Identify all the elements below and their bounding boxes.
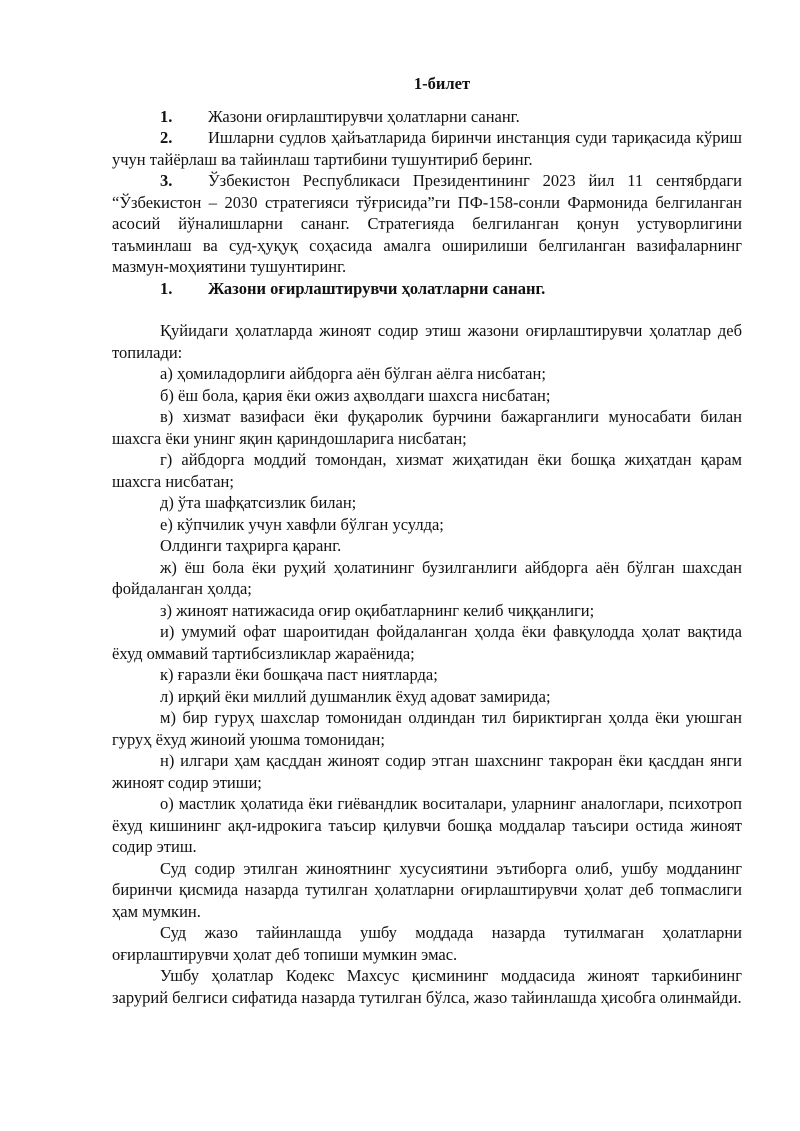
list-item: к) ғаразли ёки бошқача паст ниятларда;	[160, 665, 438, 684]
intro-paragraph: Қуйидаги ҳолатларда жиноят содир этиш жазони оғирлаштирувчи ҳолатлар деб топилади:	[112, 321, 742, 362]
list-item: н) илгари ҳам қасддан жиноят содир этган шахснинг такроран ёки қасддан янги жиноят содир этиши;	[112, 751, 742, 792]
closing-paragraph: Ушбу ҳолатлар Кодекс Махсус қисмининг моддасида жиноят таркибининг зарурий белгиси сифатида назарда тутилган бўлса, жазо тайинлашда ҳисобга олинмайди.	[112, 966, 742, 1007]
answer-heading	[112, 278, 742, 300]
document-page	[112, 73, 742, 1008]
question-number: 1.	[160, 106, 173, 126]
question-number: 2.	[160, 128, 173, 147]
closing-paragraph: Суд жазо тайинлашда ушбу моддада назарда тутилмаган ҳолатларни оғирлаштирувчи ҳолат деб топиши мумкин эмас.	[112, 923, 742, 964]
list-item: г) айбдорга моддий томондан, хизмат жиҳатидан ёки бошқа жиҳатдан қарам шахсга нисбатан;	[112, 450, 742, 491]
answer-heading-number: 1.	[160, 278, 173, 298]
question-2	[112, 127, 742, 170]
question-number: 3.	[160, 171, 173, 190]
list-item: е) кўпчилик учун хавфли бўлган усулда;	[160, 514, 444, 534]
list-item: в) хизмат вазифаси ёки фуқаролик бурчини бажарганлиги муносабати билан шахсга ёки унинг яқин қариндошларига нисбатан;	[112, 407, 742, 448]
question-1	[112, 106, 742, 128]
list-item: ж) ёш бола ёки руҳий ҳолатининг бузилганлиги айбдорга аён бўлган шахсдан фойдаланган ҳолда;	[112, 557, 742, 598]
circumstance-list	[112, 363, 742, 858]
question-3	[112, 170, 742, 278]
previous-edition-note: Олдинги таҳрирга қаранг.	[160, 536, 342, 555]
list-item: з) жиноят натижасида оғир оқибатларнинг келиб чиққанлиги;	[160, 600, 595, 620]
list-item: м) бир гуруҳ шахслар томонидан олдиндан тил бириктирган ҳолда ёки уюшган гуруҳ ёхуд жиноий уюшма томонидан;	[112, 708, 742, 749]
list-item: о) мастлик ҳолатида ёки гиёвандлик воситалари, уларнинг аналоглари, психотроп ёхуд кишининг ақл-идрокига таъсир қилувчи бошқа моддалар таъсири остида жиноят содир этиш.	[112, 794, 742, 856]
list-item: б) ёш бола, қария ёки ожиз аҳволдаги шахсга нисбатан;	[160, 385, 551, 405]
question-text: Ишларни судлов ҳайъатларида биринчи инстанция суди тариқасида кўриш учун тайёрлаш ва тайинлаш тартибини тушунтириб беринг.	[112, 128, 742, 169]
list-item: д) ўта шафқатсизлик билан;	[160, 493, 357, 512]
answer-heading-text: Жазони оғирлаштирувчи ҳолатларни сананг.	[208, 278, 546, 298]
list-item: и) умумий офат шароитидан фойдаланган ҳолда ёки фавқулодда ҳолат вақтида ёхуд оммавий тартибсизликлар жараёнида;	[112, 622, 742, 663]
spacer	[112, 299, 742, 320]
list-item: а) ҳомиладорлиги айбдорга аён бўлган аёлга нисбатан;	[160, 364, 546, 383]
question-text: Жазони оғирлаштирувчи ҳолатларни сананг.	[208, 106, 520, 126]
closing-paragraph: Суд содир этилган жиноятнинг хусусиятини эътиборга олиб, ушбу модданинг биринчи қисмида назарда тутилган ҳолатларни оғирлаштирувчи ҳолат деб топмаслиги ҳам мумкин.	[112, 858, 742, 921]
ticket-title: 1-билет	[413, 74, 471, 93]
question-text: Ўзбекистон Республикаси Президентининг 2023 йил 11 сентябрдаги “Ўзбекистон – 2030 стратегияси тўғрисида”ги ПФ-158-сонли Фармонида белгиланган асосий йўналишларни сананг. Стратегияда белгиланган қонун устуворлигини таъминлаш ва суд-ҳуқуқ соҳасида амалга оширилиши белгиланган вазифаларнинг мазмун-моҳиятини тушунтиринг.	[112, 171, 742, 276]
list-item: л) ирқий ёки миллий душманлик ёхуд адоват замирида;	[160, 686, 551, 706]
